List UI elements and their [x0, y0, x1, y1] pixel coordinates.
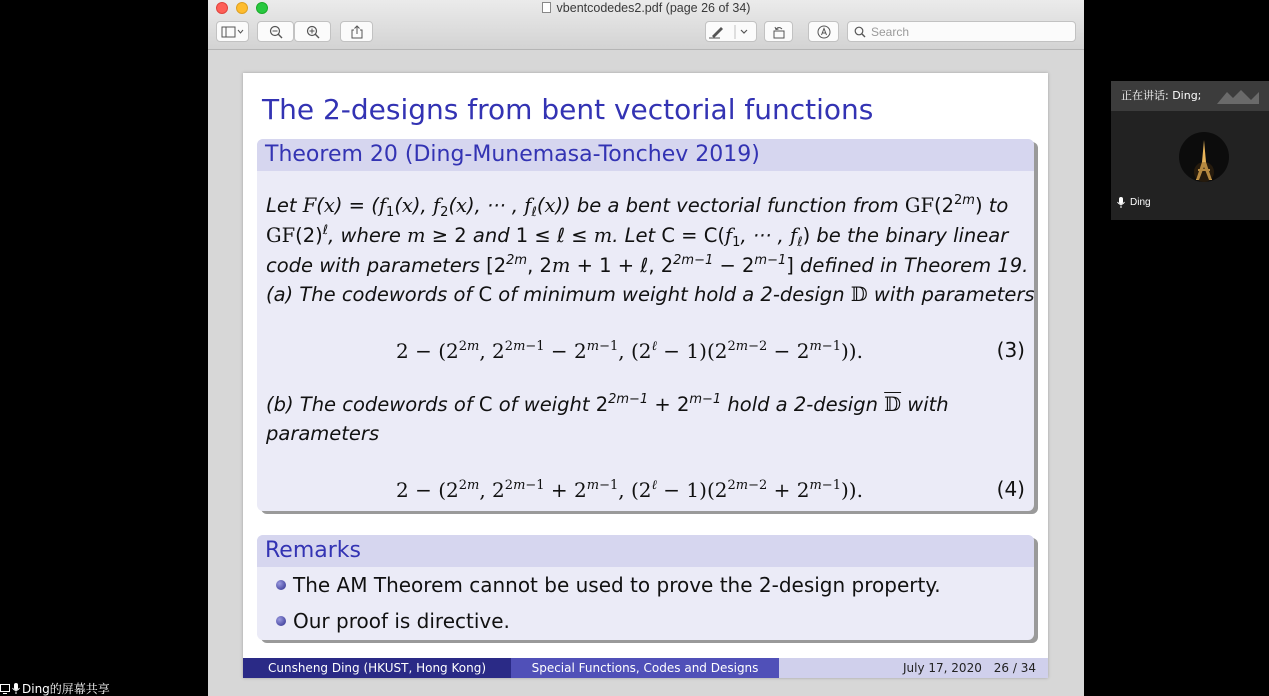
zoom-in-button[interactable]: [294, 21, 331, 42]
speaking-label: 正在讲话: Ding;: [1121, 89, 1202, 102]
sidebar-toggle-button[interactable]: [216, 21, 249, 42]
sidebar-icon: [221, 26, 245, 38]
bullet-icon: [276, 580, 286, 590]
search-icon: [854, 26, 866, 38]
share-icon: [351, 25, 363, 39]
equation-4-number: (4): [996, 477, 1025, 501]
theorem-line-2: $GF(2)^\ell$, where m ≥ 2 and 1 ≤ ℓ ≤ m. Let $C = C(f_1$, ··· , $f_\ell$) be the binary linear: [266, 223, 1009, 250]
remarks-heading: Remarks: [257, 535, 1034, 567]
microphone-icon: [12, 683, 20, 694]
speaker-name-tag: Ding: [1117, 197, 1151, 208]
pen-icon: [706, 25, 756, 39]
theorem-block: [257, 139, 1034, 511]
theorem-line-1: Let $F(x) = (f_1(x)$, $f_2(x)$, ··· , $f_\ell(x)$) be a bent vectorial function from $GF(2^{2m})$ to: [266, 193, 1009, 220]
equation-3-number: (3): [996, 338, 1025, 362]
rotate-button[interactable]: [764, 21, 793, 42]
markup-button[interactable]: [705, 21, 757, 42]
zoom-out-button[interactable]: [257, 21, 294, 42]
speaker-header: [1111, 81, 1269, 111]
share-button[interactable]: [340, 21, 373, 42]
annotate-button[interactable]: [808, 21, 839, 42]
rotate-icon: [772, 25, 786, 39]
footer-author: Cunsheng Ding (HKUST, Hong Kong): [243, 658, 511, 678]
meeting-logo-icon: [1217, 88, 1259, 104]
screen-icon: [0, 684, 10, 694]
zoom-in-icon: [306, 25, 320, 39]
footer-page-number: 26 / 34: [993, 661, 1036, 675]
annotate-icon: [817, 25, 831, 39]
remarks-block: [257, 535, 1034, 640]
equation-4: $2 - (2^{2m}$, $2^{2m-1} + 2^{m-1}$, $(2^\ell - 1)(2^{2m-2} + 2^{m-1})$).: [396, 478, 863, 502]
remark-item: The AM Theorem cannot be used to prove the 2-design property.: [293, 573, 941, 597]
preview-window: [208, 0, 1084, 696]
microphone-icon: [1117, 197, 1125, 208]
eiffel-tower-icon: [1179, 132, 1229, 182]
theorem-part-b: (b) The codewords of C of weight $2^{2m-1} + 2^{m-1}$ hold a 2-design 𝔻 with: [266, 392, 949, 416]
bullet-icon: [276, 616, 286, 626]
pdf-slide-page: [243, 73, 1048, 678]
avatar: [1179, 132, 1229, 182]
active-speaker-panel[interactable]: [1111, 81, 1269, 220]
slide-footer: [243, 658, 1048, 678]
theorem-heading: Theorem 20 (Ding-Munemasa-Tonchev 2019): [257, 139, 1034, 171]
footer-date-page: [779, 658, 1048, 678]
equation-3: $2 - (2^{2m}$, $2^{2m-1} - 2^{m-1}$, $(2^\ell - 1)(2^{2m-2} - 2^{m-1})$).: [396, 339, 863, 363]
zoom-out-icon: [269, 25, 283, 39]
theorem-body: [257, 171, 1035, 502]
search-field[interactable]: [847, 21, 1076, 42]
theorem-line-3: code with parameters [$2^{2m}$, 2m + 1 + ℓ, $2^{2m-1} - 2^{m-1}$] defined in Theorem 19.: [266, 253, 1029, 277]
theorem-part-b-cont: parameters: [266, 422, 380, 445]
screen-share-label: Ding的屏幕共享: [0, 680, 110, 696]
theorem-part-a: (a) The codewords of C of minimum weight hold a 2-design 𝔻 with parameters: [266, 283, 1035, 306]
footer-talk-title: Special Functions, Codes and Designs: [511, 658, 779, 678]
window-title-text: vbentcodedes2.pdf (page 26 of 34): [556, 1, 751, 15]
window-title: [208, 1, 1084, 15]
remark-item: Our proof is directive.: [293, 609, 510, 633]
slide-title: The 2-designs from bent vectorial functions: [262, 93, 874, 126]
title-bar: [208, 0, 1084, 50]
footer-date: July 17, 2020: [903, 661, 982, 675]
search-input[interactable]: [871, 25, 1071, 39]
pdf-document-icon: [542, 2, 551, 13]
